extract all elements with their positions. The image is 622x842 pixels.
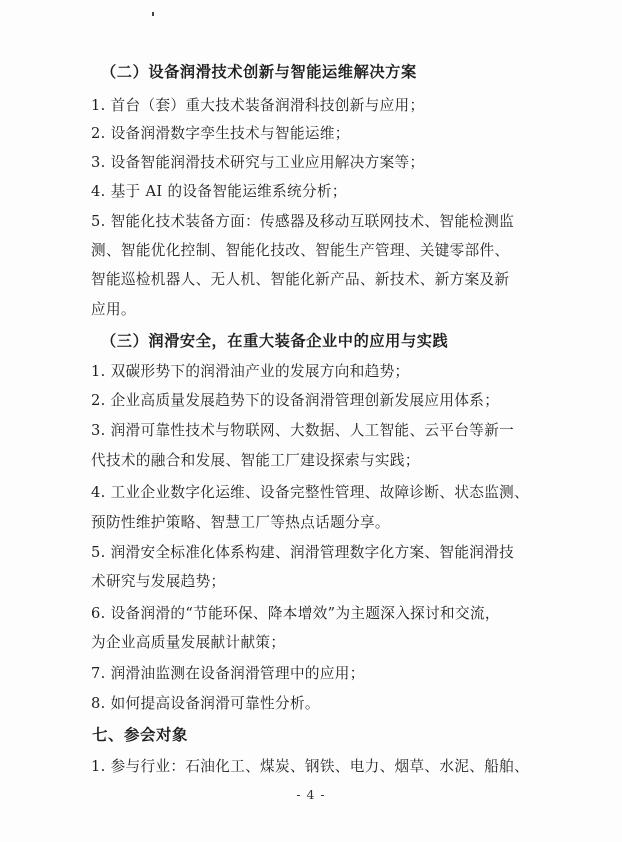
list-item: 1. 参与行业：石油化工、煤炭、钢铁、电力、烟草、水泥、船舶、 bbox=[91, 758, 530, 775]
section-heading-3: （三）润滑安全，在重大装备企业中的应用与实践 bbox=[101, 332, 449, 350]
list-item: 5. 润滑安全标准化体系构建、润滑管理数字化方案、智能润滑技 bbox=[91, 544, 515, 561]
list-item-continued: 测、智能优化控制、智能化技改、智能生产管理、关键零部件、 bbox=[91, 242, 510, 259]
list-item-continued: 术研究与发展趋势； bbox=[91, 573, 226, 590]
list-item-continued: 智能巡检机器人、无人机、智能化新产品、新技术、新方案及新 bbox=[91, 271, 510, 288]
list-item: 6. 设备润滑的“节能环保、降本增效”为主题深入探讨和交流， bbox=[91, 605, 500, 622]
list-item: 8. 如何提高设备润滑可靠性分析。 bbox=[91, 695, 320, 712]
list-item-continued: 为企业高质量发展献计献策； bbox=[91, 634, 286, 651]
list-item-continued: 代技术的融合和发展、智能工厂建设探索与实践； bbox=[91, 452, 420, 469]
list-item: 2. 企业高质量发展趋势下的设备润滑管理创新发展应用体系； bbox=[91, 392, 500, 409]
section-heading-7: 七、参会对象 bbox=[92, 726, 188, 744]
list-item: 2. 设备润滑数字孪生技术与智能运维； bbox=[91, 125, 350, 142]
list-item: 7. 润滑油监测在设备润滑管理中的应用； bbox=[91, 665, 365, 682]
list-item-continued: 预防性维护策略、智慧工厂等热点话题分享。 bbox=[91, 514, 390, 531]
list-item: 3. 设备智能润滑技术研究与工业应用解决方案等； bbox=[91, 154, 425, 171]
list-item: 4. 基于 AI 的设备智能运维系统分析； bbox=[91, 183, 347, 200]
page-number: - 4 - bbox=[296, 787, 326, 802]
list-item: 3. 润滑可靠性技术与物联网、大数据、人工智能、云平台等新一 bbox=[91, 422, 515, 439]
scan-speck bbox=[152, 12, 154, 16]
list-item: 4. 工业企业数字化运维、设备完整性管理、故障诊断、状态监测、 bbox=[91, 484, 530, 501]
section-heading-2: （二）设备润滑技术创新与智能运维解决方案 bbox=[101, 63, 417, 81]
list-item: 1. 首台（套）重大技术装备润滑科技创新与应用； bbox=[91, 97, 425, 114]
list-item-continued: 应用。 bbox=[91, 301, 136, 318]
list-item: 5. 智能化技术装备方面：传感器及移动互联网技术、智能检测监 bbox=[91, 213, 515, 230]
list-item: 1. 双碳形势下的润滑油产业的发展方向和趋势； bbox=[91, 363, 410, 380]
